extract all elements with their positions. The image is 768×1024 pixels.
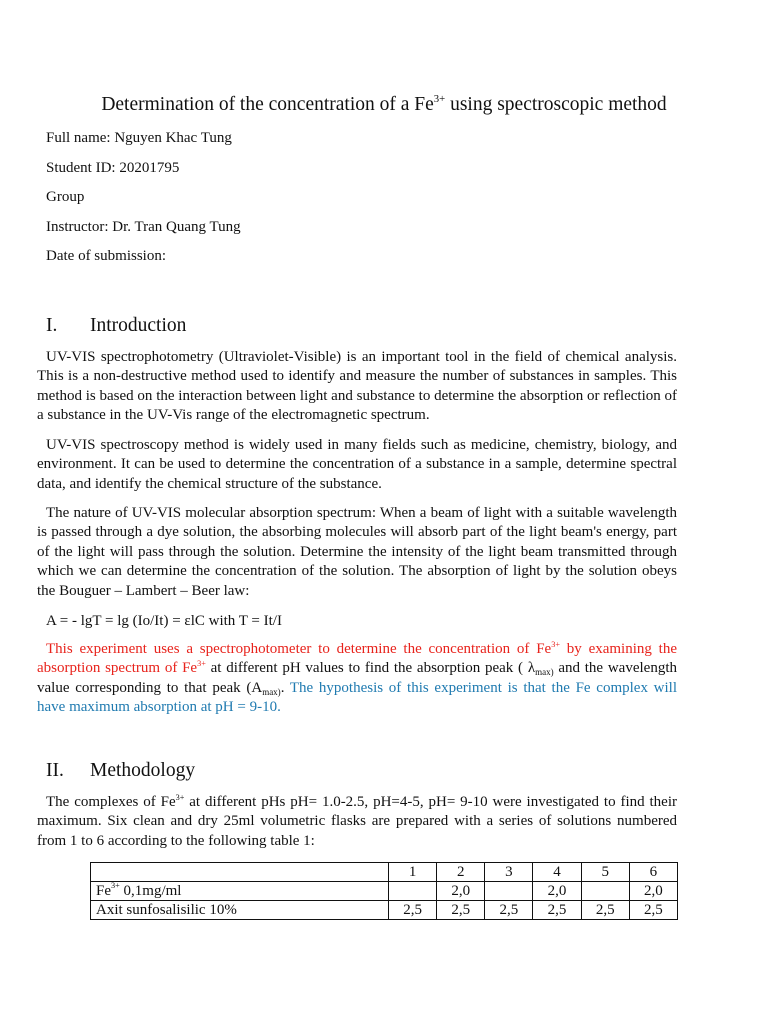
section-heading-methodology: II. Methodology [46,760,196,781]
table-cell: 5 [581,863,629,882]
table-row-label: $Fe^{3+}$ 0,1mg/ml [91,882,389,901]
methodology-paragraph: The complexes of $Fe^{3+}$ at different pHs pH= 1.0-2.5, pH=4-5, pH= 9-10 were investigated to find their maximum. Six clean and dry 25ml volumetric flasks are prepared with a series of solutions numbered from 1 to 6 according to the following table 1: [37,792,677,849]
table-cell: 2,5 [437,901,485,920]
table-cell [485,882,533,901]
full-name: Full name: Nguyen Khac Tung [46,130,232,146]
table-cell: 4 [533,863,581,882]
table-cell [581,882,629,901]
table-cell: 2,0 [533,882,581,901]
table-cell: 6 [629,863,677,882]
table-header-row [91,863,678,882]
intro-paragraph-4: This experiment uses a spectrophotometer to determine the concentration of $Fe^{3+}$ by examining the absorption spectrum of $Fe^{3+}$ at different pH values to find the absorption peak ( $\lambda_{max)}$ and the wavelength value corresponding to that peak ($A_{max)}$. The hypothesis of this experiment is that the Fe complex will have maximum absorption at pH = 9-10. [37,639,678,716]
instructor: Instructor: Dr. Tran Quang Tung [46,219,241,235]
table-cell: 2,5 [629,901,677,920]
table-cell [389,882,437,901]
table-row [91,882,678,901]
table-row-label: Axit sunfosalisilic 10% [91,901,389,920]
table-cell: 2,5 [533,901,581,920]
table-cell: 2,0 [629,882,677,901]
intro-paragraph-3: The nature of UV-VIS molecular absorption spectrum: When a beam of light with a suitable wavelength is passed through a dye solution, the absorbing molecules will absorb part of the light beam's energy, part of the light will pass through the solution. Determine the intensity of the light beam transmitted through which we can determine the concentration of the solution. The absorption of light by the solution obeys the Bouguer – Lambert – Beer law: [37,505,677,599]
student-id: Student ID: 20201795 [46,160,180,176]
table-cell: 2,5 [389,901,437,920]
table-row [91,901,678,920]
group: Group [46,189,85,205]
section-heading-introduction: I. Introduction [46,315,187,336]
table-cell: 2 [437,863,485,882]
table-cell: 2,0 [437,882,485,901]
solutions-table [90,862,678,920]
table-cell [91,863,389,882]
table-cell: 3 [485,863,533,882]
document-title: Determination of the concentration of a $Fe^{3+}$ using spectroscopic method [101,92,667,115]
table-cell: 1 [389,863,437,882]
date-of-submission: Date of submission: [46,248,166,264]
intro-paragraph-1: UV-VIS spectrophotometry (Ultraviolet-Visible) is an important tool in the field of chemical analysis. This is a non-destructive method used to identify and measure the number of substances in samples. This method is based on the interaction between light and substance to determine the absorption or reflection of a substance in the UV-Vis range of the electromagnetic spectrum. [37,349,677,424]
table-cell: 2,5 [485,901,533,920]
intro-paragraph-2: UV-VIS spectroscopy method is widely used in many fields such as medicine, chemistry, biology, and environment. It can be used to determine the concentration of a substance in a sample, determine spectral data, and identify the chemical structure of the substance. [37,437,677,492]
beer-lambert-formula: A = - lgT = lg (Io/It) = εlC with T = It/I [46,613,282,629]
table-cell: 2,5 [581,901,629,920]
